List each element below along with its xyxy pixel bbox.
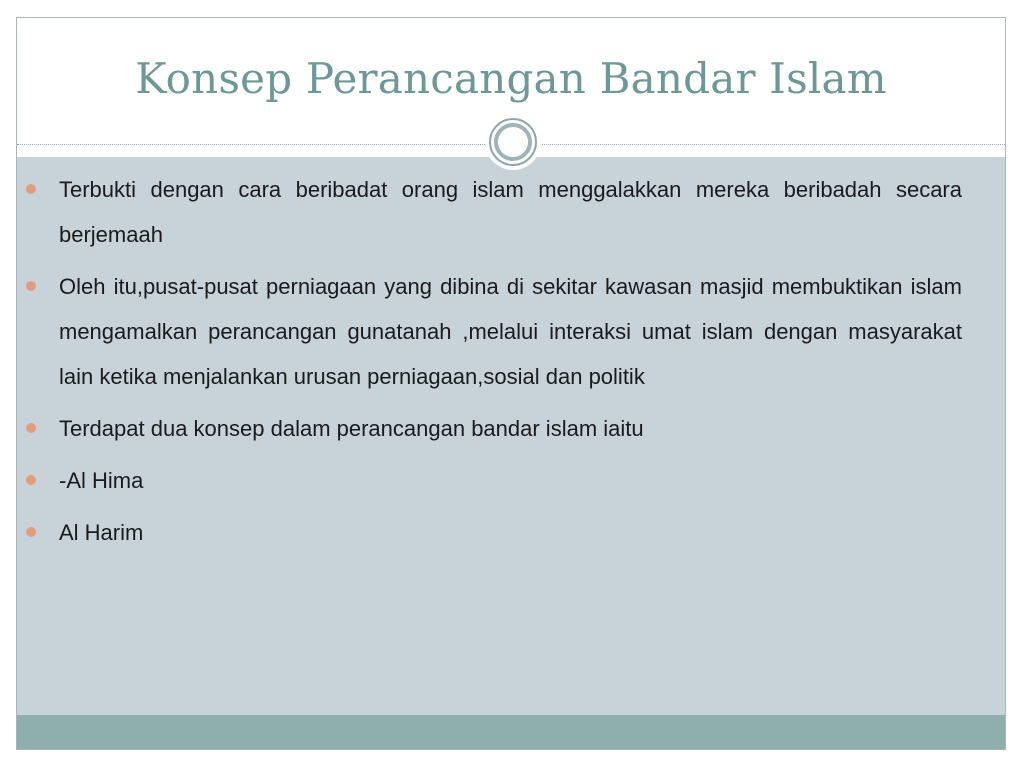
bullet-dot-icon — [26, 281, 36, 291]
circle-ornament-icon — [485, 114, 541, 170]
bullet-text: Oleh itu,pusat-pusat perniagaan yang dibina di sekitar kawasan masjid membuktikan islam mengamalkan perancangan gunatanah ,melalui interaksi umat islam dengan masyarakat lain ketika menjalankan urusan perniagaan,sosial dan politik — [59, 274, 962, 389]
bullet-item — [12, 510, 962, 555]
bullet-text: -Al Hima — [59, 468, 144, 493]
bullet-item — [12, 264, 962, 399]
bullet-list — [12, 167, 962, 562]
bullet-item — [12, 406, 962, 451]
bullet-dot-icon — [26, 475, 36, 485]
bullet-text: Terbukti dengan cara beribadat orang islam menggalakkan mereka beribadah secara berjemaah — [59, 177, 962, 247]
bullet-item — [12, 167, 962, 257]
bullet-dot-icon — [26, 527, 36, 537]
bullet-dot-icon — [26, 184, 36, 194]
bottom-bar — [17, 715, 1005, 750]
ornament-inner-ring — [494, 123, 532, 161]
bullet-text: Al Harim — [59, 520, 144, 545]
bullet-item — [12, 458, 962, 503]
bullet-dot-icon — [26, 423, 36, 433]
bullet-text: Terdapat dua konsep dalam perancangan bandar islam iaitu — [59, 416, 644, 441]
slide-title: Konsep Perancangan Bandar Islam — [135, 54, 887, 103]
